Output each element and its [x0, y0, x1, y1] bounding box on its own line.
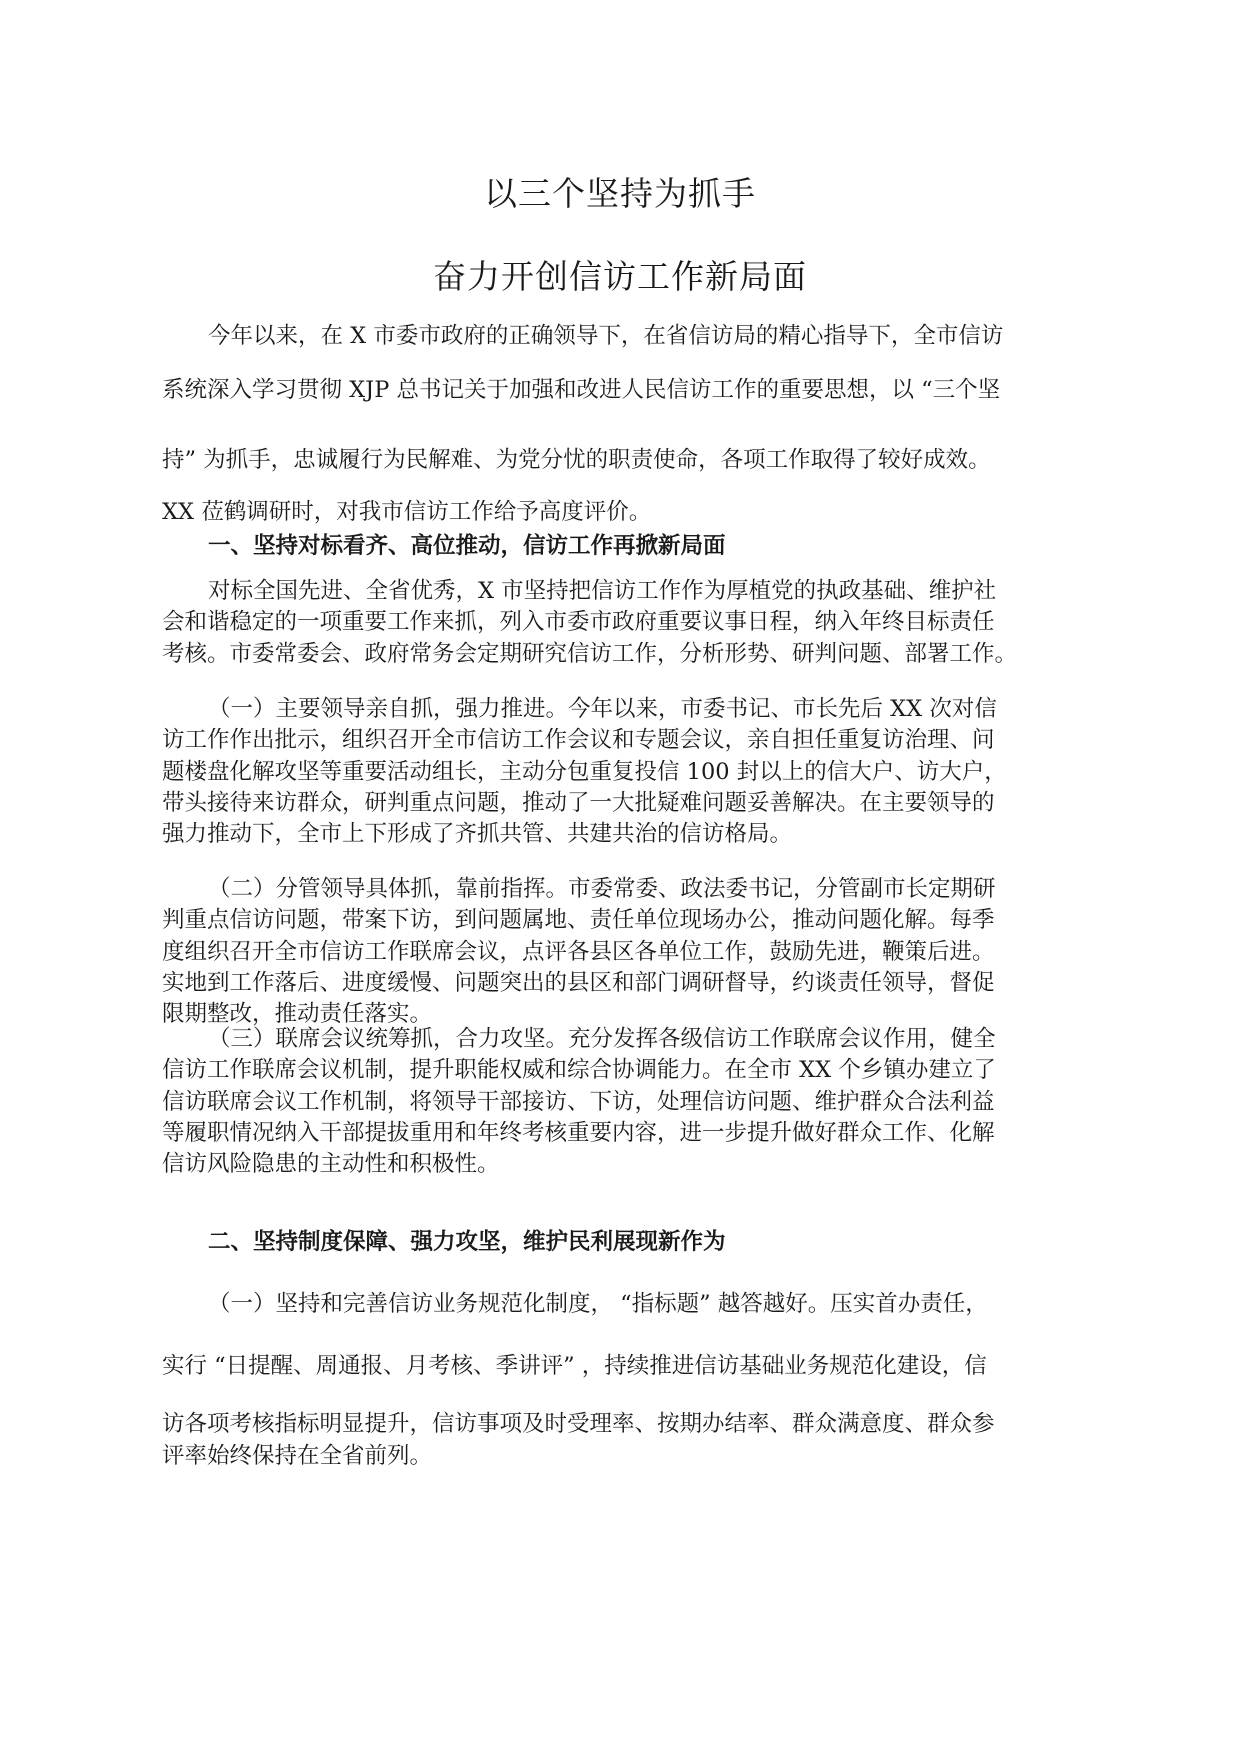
document-title-line2: 奋力开创信访工作新局面 [433, 257, 807, 296]
section1-line-3: 考核。市委常委会、政府常务会定期研究信访工作，分析形势、研判问题、部署工作。 [162, 640, 1018, 667]
sub1-line-4: 带头接待来访群众，研判重点问题，推动了一大批疑难问题妥善解决。在主要领导的 [162, 789, 995, 816]
document-title-line1: 以三个坚持为抓手 [484, 174, 756, 213]
sub2-line-4: 实地到工作落后、进度缓慢、问题突出的县区和部门调研督导，约谈责任领导，督促 [162, 969, 995, 996]
sub3-line-3: 信访联席会议工作机制，将领导干部接访、下访，处理信访问题、维护群众合法利益 [162, 1088, 995, 1115]
intro-line-3: 持” 为抓手，忠诚履行为民解难、为党分忧的职责使命，各项工作取得了较好成效。 [162, 447, 991, 473]
sub1-line-2: 访工作作出批示，组织召开全市信访工作会议和专题会议，亲自担任重复访治理、问 [162, 727, 995, 754]
sub1-line-3: 题楼盘化解攻坚等重要活动组长，主动分包重复投信 100 封以上的信大户、访大户， [162, 758, 1007, 785]
section2-heading-text: 二、坚持制度保障、强力攻坚，维护民利展现新作为 [208, 1229, 726, 1255]
sub4-line-3: 访各项考核指标明显提升，信访事项及时受理率、按期办结率、群众满意度、群众参 [162, 1411, 995, 1437]
sub4-line-1: （一）坚持和完善信访业务规范化制度， “指标题” 越答越好。压实首办责任， [208, 1291, 988, 1317]
sub3-line-1: （三）联席会议统筹抓，合力攻坚。充分发挥各级信访工作联席会议作用，健全 [208, 1026, 996, 1052]
section1-heading-text: 一、坚持对标看齐、高位推动，信访工作再掀新局面 [208, 533, 726, 559]
section2-heading [162, 1226, 1096, 1258]
intro-line-4: XX 莅鹤调研时，对我市信访工作给予高度评价。 [162, 499, 652, 525]
sub3-line-2: 信访工作联席会议机制，提升职能权威和综合协调能力。在全市 XX 个乡镇办建立了 [162, 1057, 996, 1084]
sub2-line-2: 判重点信访问题，带案下访，到问题属地、责任单位现场办公，推动问题化解。每季 [162, 907, 995, 934]
intro-line-1: 今年以来，在 X 市委市政府的正确领导下，在省信访局的精心指导下，全市信访 [208, 323, 1004, 349]
intro-line-2: 系统深入学习贯彻 XJP 总书记关于加强和改进人民信访工作的重要思想，以 “三个坚 [162, 377, 1001, 403]
sub1-line-1: （一）主要领导亲自抓，强力推进。今年以来，市委书记、市长先后 XX 次对信 [208, 696, 997, 722]
sub2-line-3: 度组织召开全市信访工作联席会议，点评各县区各单位工作，鼓励先进，鞭策后进。 [162, 938, 995, 965]
section1-paragraph [162, 576, 1096, 670]
subsection2-paragraph [162, 874, 1096, 1030]
sub4-line-4: 评率始终保持在全省前列。 [162, 1443, 433, 1469]
subsection1-paragraph [162, 694, 1096, 850]
sub3-line-4: 等履职情况纳入干部提拔重用和年终考核重要内容，进一步提升做好群众工作、化解 [162, 1119, 995, 1146]
sub2-line-5: 限期整改，推动责任落实。 [162, 1001, 433, 1028]
sub2-line-1: （二）分管领导具体抓，靠前指挥。市委常委、政法委书记，分管副市长定期研 [208, 876, 996, 902]
intro-paragraph [162, 320, 1096, 536]
sub3-line-5: 信访风险隐患的主动性和积极性。 [162, 1151, 500, 1178]
section1-heading [162, 530, 1096, 562]
sub4-line-2: 实行 “日提醒、周通报、月考核、季讲评” ，持续推进信访基础业务规范化建设，信 [162, 1353, 987, 1379]
sub1-line-5: 强力推动下，全市上下形成了齐抓共管、共建共治的信访格局。 [162, 821, 793, 848]
subsection4-paragraph [162, 1288, 1096, 1472]
subsection3-paragraph [162, 1024, 1096, 1180]
section1-line-1: 对标全国先进、全省优秀，X 市坚持把信访工作作为厚植党的执政基础、维护社 [208, 578, 997, 604]
section1-line-2: 会和谐稳定的一项重要工作来抓，列入市委市政府重要议事日程，纳入年终目标责任 [162, 609, 995, 636]
